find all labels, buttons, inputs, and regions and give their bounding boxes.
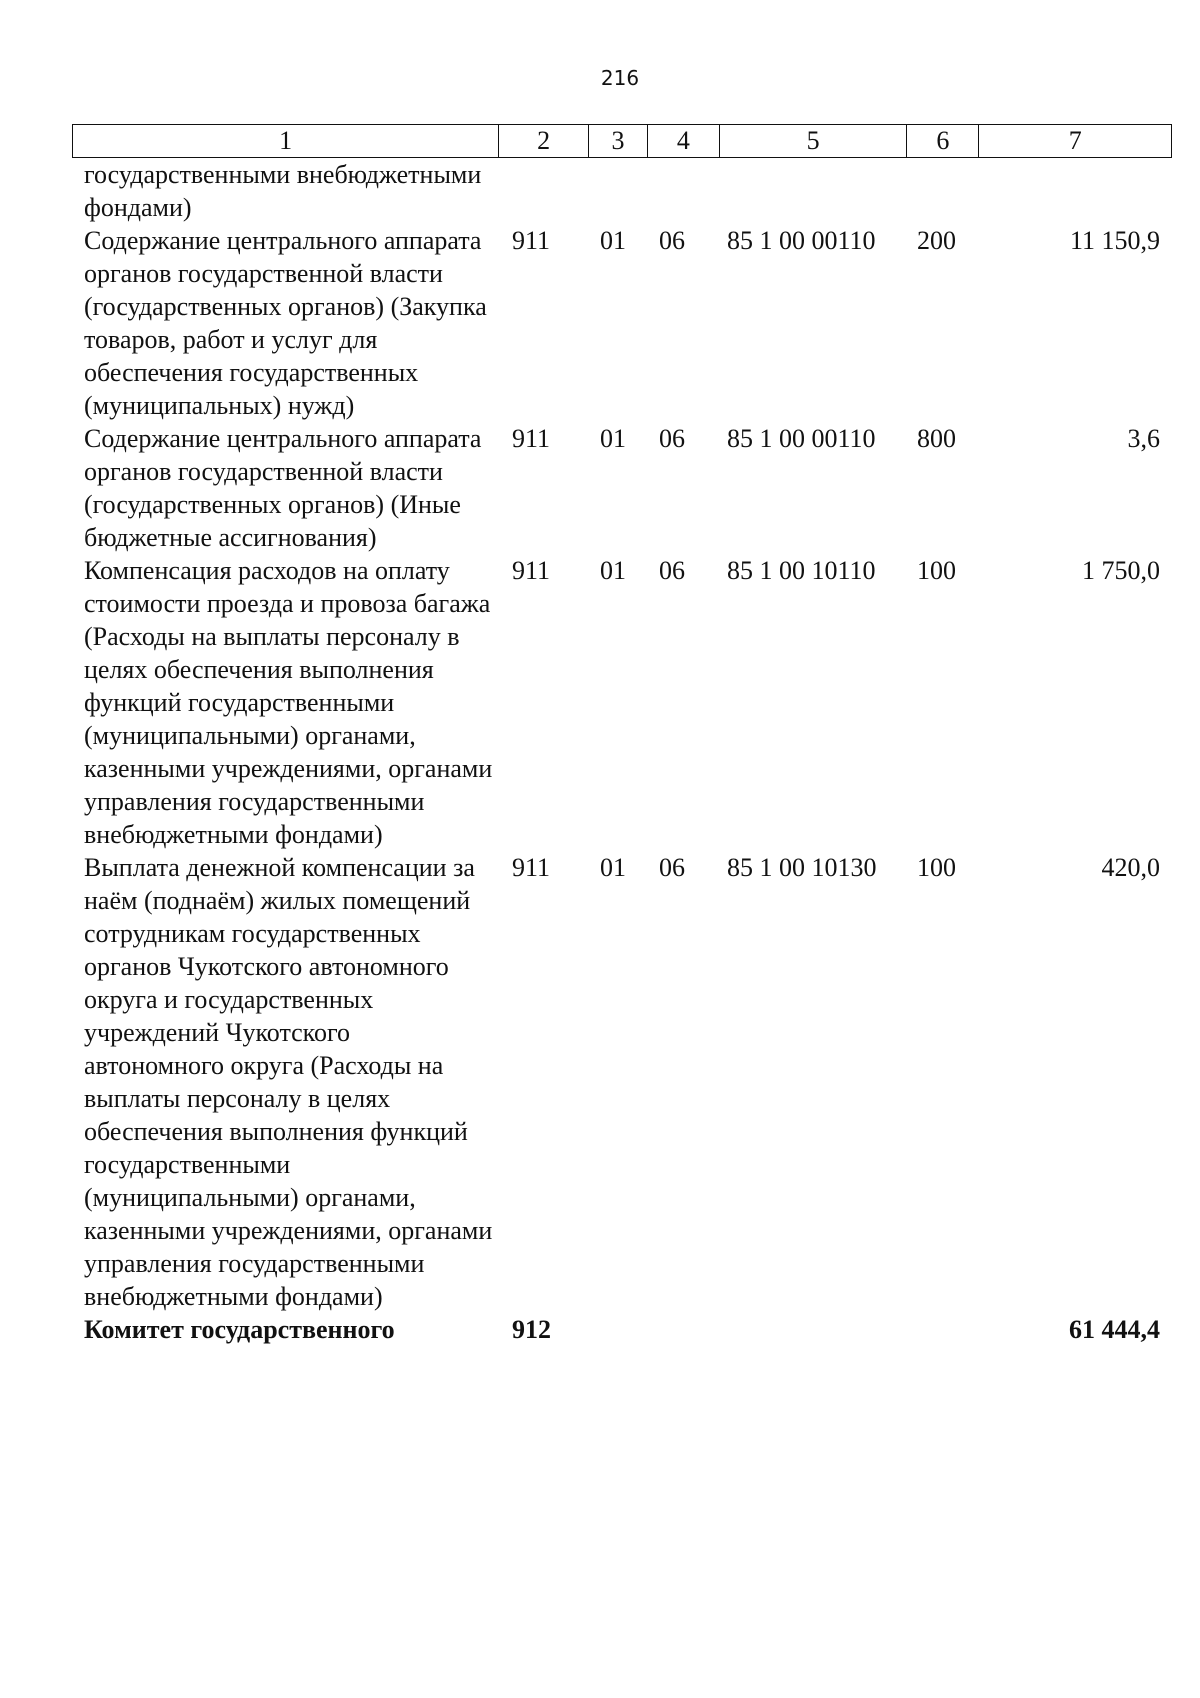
row-rz: 01 <box>600 556 626 585</box>
row-vr <box>907 1313 979 1346</box>
row-rz <box>588 158 647 224</box>
table-row <box>72 851 1172 1313</box>
header-col-6: 6 <box>906 125 978 157</box>
row-pr: 06 <box>659 226 685 255</box>
row-sum: 61 444,4 <box>1069 1315 1160 1344</box>
row-name: Комитет государственного <box>84 1315 395 1344</box>
header-col-2: 2 <box>498 125 588 157</box>
row-ved: 911 <box>512 853 551 882</box>
row-ved: 912 <box>512 1315 551 1344</box>
table-row <box>72 224 1172 422</box>
row-sum: 3,6 <box>1127 424 1160 453</box>
row-sum: 420,0 <box>1101 853 1160 882</box>
row-vr: 200 <box>917 226 956 255</box>
header-col-7: 7 <box>978 125 1171 157</box>
row-sum: 1 750,0 <box>1082 556 1160 585</box>
table-row <box>72 158 1172 224</box>
row-rz: 01 <box>600 424 626 453</box>
row-csr: 85 1 00 00110 <box>727 424 876 453</box>
row-name: Компенсация расходов на оплату стоимости проезда и провоза багажа (Расходы на выплаты персоналу в целях обеспечения выполнения функций государственными (муниципальными) органами, казенными учреждениями, органами управления государственными внебюджетными фондами) <box>84 556 493 849</box>
header-col-3: 3 <box>588 125 647 157</box>
row-csr: 85 1 00 00110 <box>727 226 876 255</box>
row-csr: 85 1 00 10110 <box>727 556 876 585</box>
row-ved: 911 <box>512 226 551 255</box>
budget-table <box>72 124 1172 1346</box>
row-vr: 100 <box>917 556 956 585</box>
table-row <box>72 554 1172 851</box>
table-header-row <box>72 124 1172 158</box>
row-pr: 06 <box>659 556 685 585</box>
header-col-1: 1 <box>279 126 293 155</box>
row-csr <box>719 158 907 224</box>
row-ved: 911 <box>512 556 551 585</box>
row-vr <box>907 158 979 224</box>
page-number: 216 <box>600 66 640 90</box>
table-row <box>72 422 1172 554</box>
row-pr: 06 <box>659 853 685 882</box>
row-ved: 911 <box>512 424 551 453</box>
row-name: государственными внебюджетными фондами) <box>84 160 482 222</box>
row-csr <box>719 1313 907 1346</box>
header-col-4: 4 <box>647 125 719 157</box>
row-pr: 06 <box>659 424 685 453</box>
row-rz: 01 <box>600 226 626 255</box>
row-vr: 800 <box>917 424 956 453</box>
row-ved <box>498 158 588 224</box>
row-name: Содержание центрального аппарата органов государственной власти (государственных органов) (Иные бюджетные ассигнования) <box>84 424 482 552</box>
row-vr: 100 <box>917 853 956 882</box>
row-rz <box>588 1313 647 1346</box>
table-row-total <box>72 1313 1172 1346</box>
row-name: Содержание центрального аппарата органов государственной власти (государственных органов) (Закупка товаров, работ и услуг для обеспечения государственных (муниципальных) нужд) <box>84 226 487 420</box>
row-sum: 11 150,9 <box>1069 226 1160 255</box>
header-col-5: 5 <box>719 125 907 157</box>
row-name: Выплата денежной компенсации за наём (поднаём) жилых помещений сотрудникам государственных органов Чукотского автономного округа и государственных учреждений Чукотского автономного округа (Расходы на выплаты персоналу в целях обеспечения выполнения функций государственными (муниципальными) органами, казенными учреждениями, органами управления государственными внебюджетными фондами) <box>84 853 493 1311</box>
row-rz: 01 <box>600 853 626 882</box>
row-sum <box>979 158 1172 224</box>
row-pr <box>647 158 719 224</box>
row-pr <box>647 1313 719 1346</box>
row-csr: 85 1 00 10130 <box>727 853 877 882</box>
